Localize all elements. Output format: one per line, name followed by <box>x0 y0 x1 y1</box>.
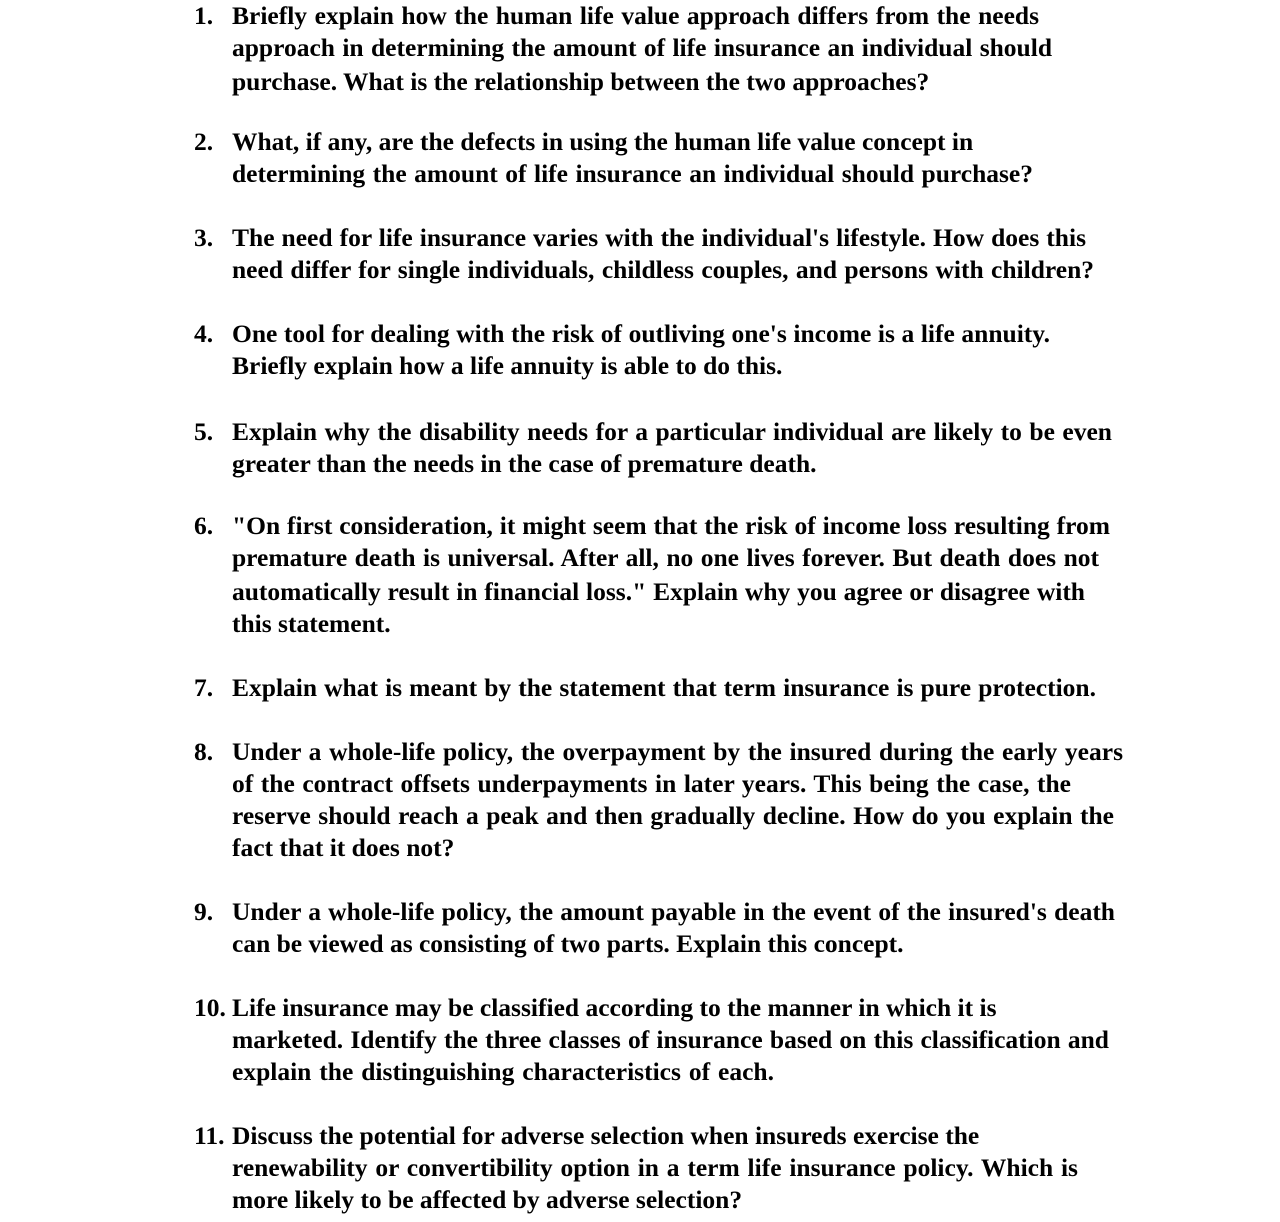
question-number: 7. <box>194 673 214 702</box>
question-line: this statement. <box>232 609 391 638</box>
question-text <box>232 510 1132 640</box>
question-item-11 <box>194 1120 1134 1216</box>
question-text <box>232 222 1132 286</box>
question-item-6 <box>194 510 1134 640</box>
question-line: What, if any, are the defects in using the human life value concept in <box>232 127 974 156</box>
question-item-4 <box>194 318 1134 382</box>
question-item-5 <box>194 416 1134 480</box>
question-text <box>232 126 1132 190</box>
question-line: Briefly explain how a life annuity is able to do this. <box>232 351 783 380</box>
question-number: 9. <box>194 897 214 926</box>
question-line: more likely to be affected by adverse selection? <box>232 1185 743 1214</box>
question-text <box>232 1120 1132 1216</box>
question-text <box>232 672 1132 704</box>
question-number: 1. <box>194 1 214 30</box>
question-line: Life insurance may be classified according to the manner in which it is <box>232 993 997 1022</box>
question-line: explain the distinguishing characteristics of each. <box>232 1057 774 1086</box>
question-line: Explain what is meant by the statement that term insurance is pure protection. <box>232 673 1096 702</box>
question-line: need differ for single individuals, childless couples, and persons with children? <box>232 255 1094 284</box>
question-number: 6. <box>194 511 214 540</box>
question-line: The need for life insurance varies with the individual's lifestyle. How does this <box>232 223 1086 252</box>
question-number: 3. <box>194 223 214 252</box>
question-line: reserve should reach a peak and then gradually decline. How do you explain the <box>232 801 1114 830</box>
question-line: marketed. Identify the three classes of insurance based on this classification and <box>232 1025 1109 1054</box>
question-line: One tool for dealing with the risk of outliving one's income is a life annuity. <box>232 319 1050 348</box>
question-line: Explain why the disability needs for a particular individual are likely to be even <box>232 417 1112 446</box>
question-number: 8. <box>194 737 214 766</box>
question-item-1 <box>194 0 1134 98</box>
question-text <box>232 736 1132 864</box>
question-line: can be viewed as consisting of two parts. Explain this concept. <box>232 929 904 958</box>
question-item-10 <box>194 992 1134 1088</box>
question-line: Under a whole-life policy, the overpayment by the insured during the early years <box>232 737 1123 766</box>
question-item-9 <box>194 896 1134 960</box>
question-text <box>232 992 1132 1088</box>
question-line: automatically result in financial loss." Explain why you agree or disagree with <box>232 577 1085 606</box>
question-line: "On first consideration, it might seem that the risk of income loss resulting from <box>232 511 1110 540</box>
question-line: of the contract offsets underpayments in later years. This being the case, the <box>232 769 1071 798</box>
question-line: premature death is universal. After all, no one lives forever. But death does not <box>232 543 1099 572</box>
question-line: renewability or convertibility option in a term life insurance policy. Which is <box>232 1153 1078 1182</box>
question-line: fact that it does not? <box>232 833 455 862</box>
question-item-7 <box>194 672 1134 704</box>
question-text <box>232 0 1055 98</box>
question-item-3 <box>194 222 1134 286</box>
question-line: determining the amount of life insurance an individual should purchase? <box>232 159 1033 188</box>
question-line: Discuss the potential for adverse selection when insureds exercise the <box>232 1121 980 1150</box>
question-number: 2. <box>194 127 214 156</box>
question-number: 10. <box>194 993 226 1022</box>
question-line: Briefly explain how the human life value approach differs from the needs <box>232 1 1039 30</box>
question-line: greater than the needs in the case of premature death. <box>232 449 817 478</box>
question-number: 11. <box>194 1121 225 1150</box>
question-line: approach in determining the amount of life insurance an individual should <box>232 33 1052 62</box>
question-text <box>232 318 1132 382</box>
question-text <box>232 416 1132 480</box>
question-number: 5. <box>194 417 214 446</box>
question-item-2 <box>194 126 1134 190</box>
question-line: purchase. What is the relationship between the two approaches? <box>232 67 930 96</box>
question-line: Under a whole-life policy, the amount payable in the event of the insured's death <box>232 897 1115 926</box>
question-item-8 <box>194 736 1134 864</box>
question-text <box>232 896 1132 960</box>
question-number: 4. <box>194 319 214 348</box>
